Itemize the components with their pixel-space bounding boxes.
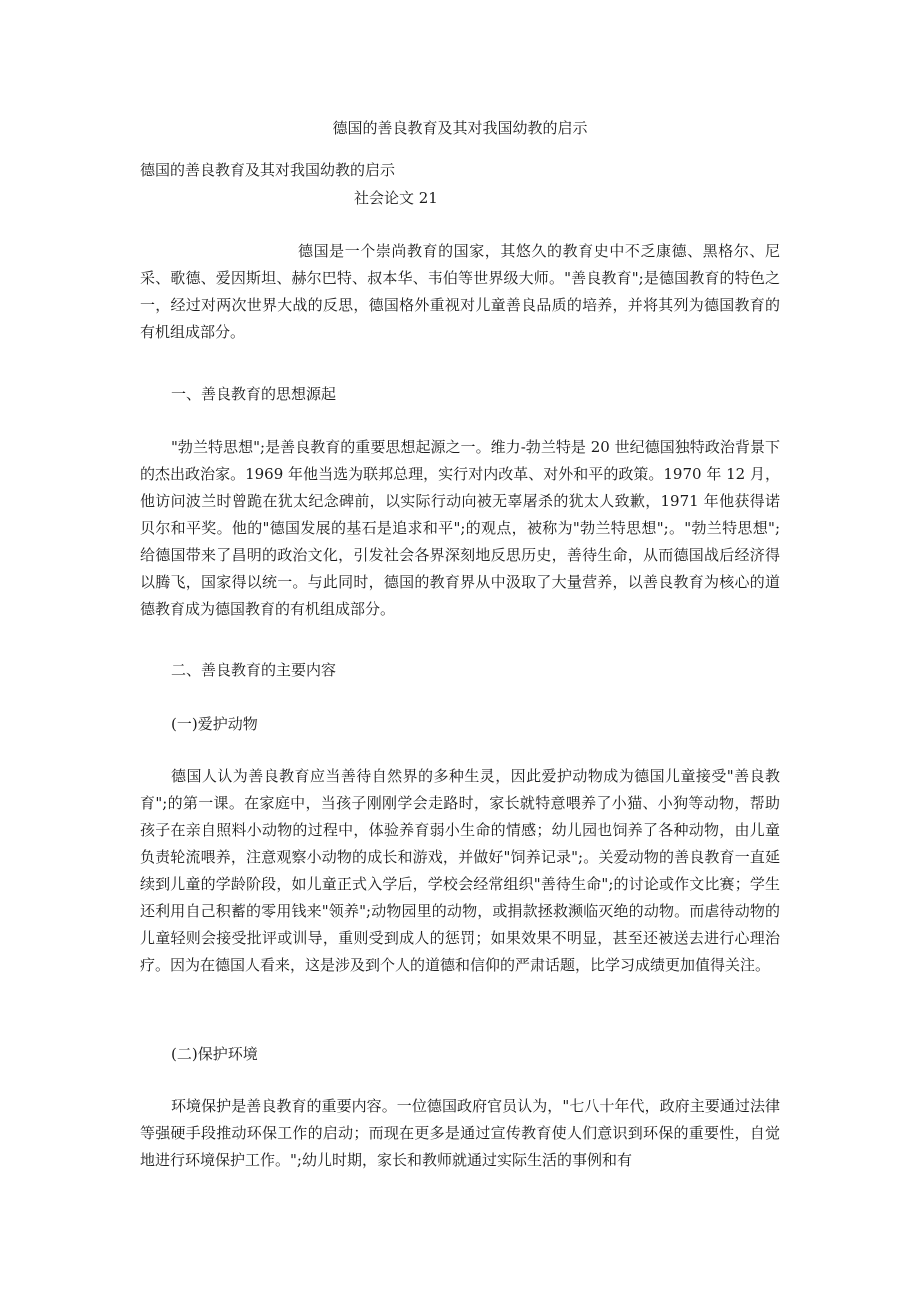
document-subtitle-category: 社会论文 21 — [354, 189, 438, 207]
section1-paragraph: "勃兰特思想";是善良教育的重要思想起源之一。维力-勃兰特是 20 世纪德国独特政治背景下的杰出政治家。1969 年他当选为联邦总理，实行对内改革、对外和平的政策。1970 年 12 月，他访问波兰时曾跪在犹太纪念碑前，以实际行动向被无辜屠杀的犹太人致歉，1971 年他获得诺贝尔和平奖。他的"德国发展的基石是追求和平";的观点，被称为"勃兰特思想";。"勃兰特思想";给德国带来了昌明的政治文化，引发社会各界深刻地反思历史，善待生命，从而德国战后经济得以腾飞，国家得以统一。与此同时，德国的教育界从中汲取了大量营养，以善良教育为核心的道德教育成为德国教育的有机组成部分。 — [140, 438, 780, 618]
section2-heading: 二、善良教育的主要内容 — [171, 661, 337, 679]
subsection2-paragraph: 环境保护是善良教育的重要内容。一位德国政府官员认为，"七八十年代，政府主要通过法律等强硬手段推动环保工作的启动；而现在更多是通过宣传教育使人们意识到环保的重要性，自觉地进行环境保护工作。";幼儿时期，家长和教师就通过实际生活的事例和有 — [140, 1097, 780, 1169]
intro-paragraph: 德国是一个崇尚教育的国家，其悠久的教育史中不乏康德、黑格尔、尼采、歌德、爱因斯坦、赫尔巴特、叔本华、韦伯等世界级大师。"善良教育";是德国教育的特色之一，经过对两次世界大战的反思，德国格外重视对儿童善良品质的培养，并将其列为德国教育的有机组成部分。 — [140, 242, 780, 341]
section1-heading: 一、善良教育的思想源起 — [171, 385, 337, 403]
subsection1-heading: (一)爱护动物 — [171, 715, 258, 733]
document-subtitle: 德国的善良教育及其对我国幼教的启示 — [140, 161, 396, 179]
document-title: 德国的善良教育及其对我国幼教的启示 — [332, 119, 588, 137]
subsection2-heading: (二)保护环境 — [171, 1045, 258, 1063]
subsection1-paragraph: 德国人认为善良教育应当善待自然界的多种生灵，因此爱护动物成为德国儿童接受"善良教育";的第一课。在家庭中，当孩子刚刚学会走路时，家长就特意喂养了小猫、小狗等动物，帮助孩子在亲自照料小动物的过程中，体验养育弱小生命的情感；幼儿园也饲养了各种动物，由儿童负责轮流喂养，注意观察小动物的成长和游戏，并做好"饲养记录";。关爱动物的善良教育一直延续到儿童的学龄阶段，如儿童正式入学后，学校会经常组织"善待生命";的讨论或作文比赛；学生还利用自己积蓄的零用钱来"领养";动物园里的动物，或捐款拯救濒临灭绝的动物。而虐待动物的儿童轻则会接受批评或训导，重则受到成人的惩罚；如果效果不明显，甚至还被送去进行心理治疗。因为在德国人看来，这是涉及到个人的道德和信仰的严肃话题，比学习成绩更加值得关注。 — [140, 767, 780, 974]
